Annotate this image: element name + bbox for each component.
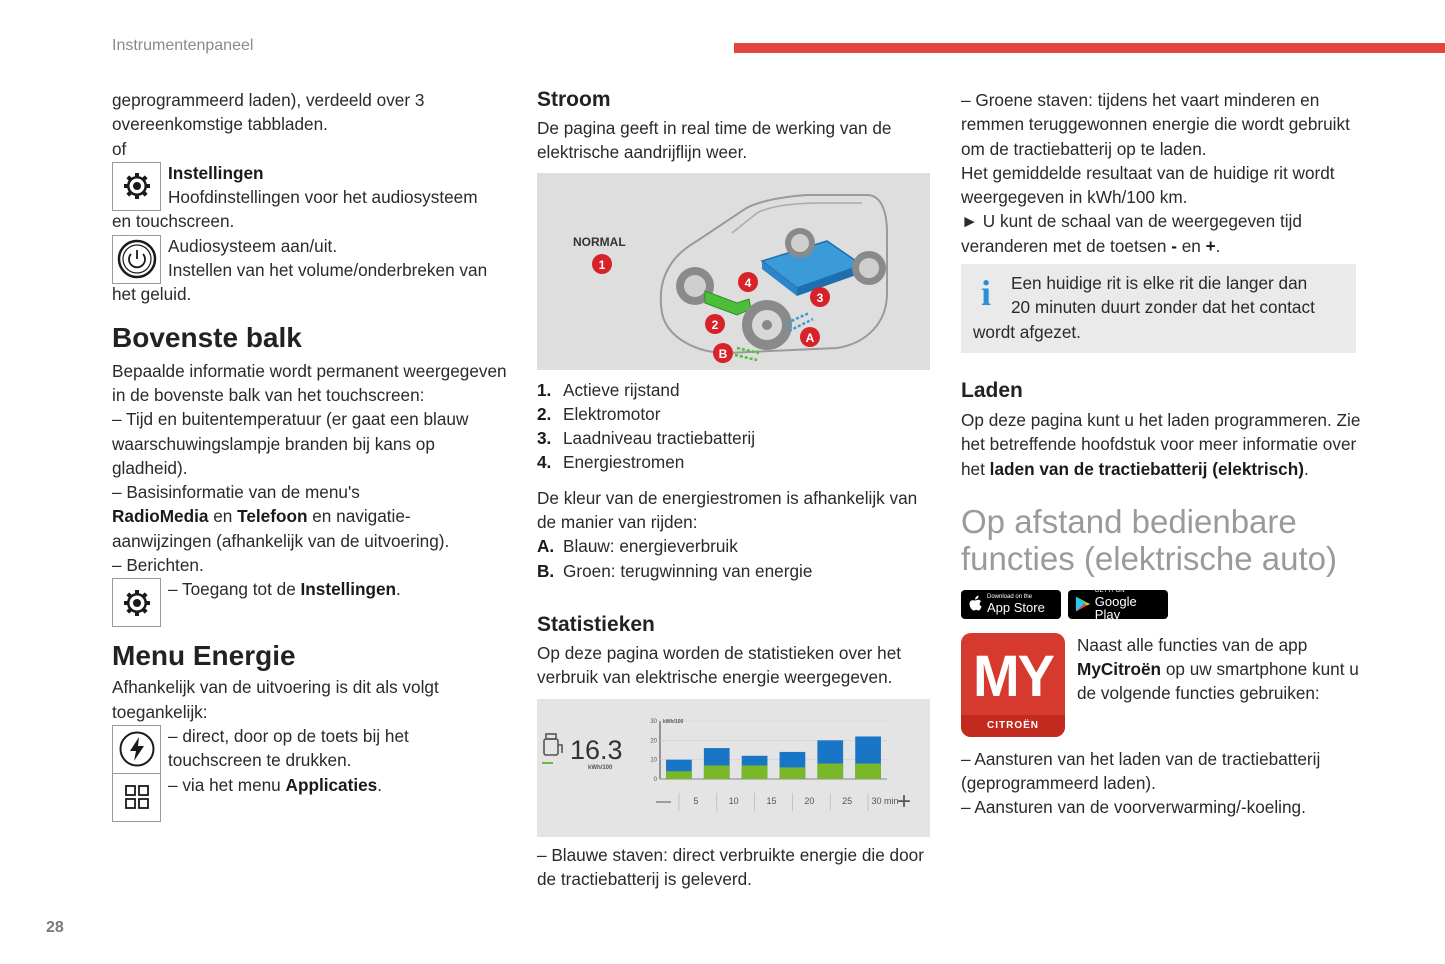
or-text: of (112, 138, 127, 159)
green-bar (817, 763, 843, 778)
y-tick-label: 20 (650, 737, 657, 744)
scale-text: ► U kunt de schaal van de weergegeven tijd veranderen met de toetsen (961, 211, 1302, 256)
lettered-list (537, 534, 932, 583)
energy-item-2c: . (377, 774, 383, 795)
google-play-big: Google Play (1094, 593, 1137, 622)
front-wheel-front (742, 300, 792, 350)
chart-plot-area (650, 719, 898, 811)
powertrain-figure (537, 173, 930, 370)
app-store-small: Download on the (987, 594, 1033, 601)
callout-b-label: B (718, 346, 728, 361)
green-bar (855, 763, 881, 778)
powertrain-illustration (537, 173, 930, 370)
green-bar (666, 771, 692, 779)
callout-4-label: 4 (744, 275, 752, 290)
x-tick-label: 20 (804, 795, 815, 806)
page-number: 28 (46, 919, 64, 936)
stats-unit: kWh/100 (588, 764, 613, 771)
y-tick-label: 30 (650, 718, 657, 725)
topbar-item-2c: aanwijzingen (afhankelijk van de uitvoering). (112, 530, 450, 551)
topbar-paragraph: Bepaalde informatie wordt permanent weergegeven in de bovenste balk van het touchscreen: (112, 360, 507, 405)
normal-mode-label: NORMAL (573, 234, 626, 249)
rear-wheel-back (785, 228, 815, 258)
green-bars-text: – Groene staven: tijdens het vaart minderen en remmen teruggewonnen energie die wordt gebruikt om de tractiebatterij op te laden. (961, 90, 1350, 159)
average-text: Het gemiddelde resultaat van de huidige rit wordt weergegeven in kWh/100 km. (961, 162, 1335, 208)
numbered-list (537, 378, 932, 475)
store-badges (961, 587, 1361, 622)
topbar-settings-entry (112, 577, 512, 627)
x-tick-label: 5 (693, 795, 699, 806)
statistics-chart (537, 699, 930, 837)
apple-icon (967, 595, 983, 613)
callout-a-label: A (805, 330, 815, 345)
y-tick-label: 10 (650, 757, 657, 764)
my-logo-text: MY (973, 642, 1053, 709)
telefoon-bold: Telefoon (237, 506, 308, 527)
statistieken-title: Statistieken (537, 612, 655, 636)
x-tick-label: 30 min (871, 795, 899, 806)
scale-minus: - (1171, 235, 1177, 256)
color-paragraph: De kleur van de energiestromen is afhankelijk van de manier van rijden: (537, 487, 918, 533)
rear-wheel-front (852, 251, 886, 285)
green-motor (705, 291, 751, 315)
stroom-title: Stroom (537, 88, 611, 111)
radiomedia-bold: RadioMedia (112, 506, 209, 527)
topbar-item-2-rest: en navigatie- (307, 506, 411, 527)
scale-end: . (1215, 235, 1221, 256)
column-2 (537, 88, 932, 891)
scale-plus: + (1205, 235, 1216, 256)
blue-bars-text: – Blauwe staven: direct verbruikte energie die door de tractiebatterij is geleverd. (537, 844, 924, 889)
topbar-item-3: – Berichten. (112, 555, 204, 576)
info-text-3: wordt afgezet. (973, 321, 1081, 342)
intro-line-2: overeenkomstige tabbladen. (112, 114, 328, 135)
google-play-badge[interactable] (1068, 587, 1168, 622)
column-1 (112, 88, 512, 823)
remote-item-2: – Aansturen van de voorverwarming/-koeling. (961, 797, 1306, 818)
app-store-big: App Store (987, 600, 1045, 616)
section-header: Instrumentenpaneel (112, 37, 254, 54)
remote-functions-title: Op afstand bedienbare functies (elektrische auto) (961, 502, 1338, 577)
accent-bar (734, 43, 1445, 53)
instellingen-bold: Instellingen (300, 579, 397, 600)
settings-desc-2: en touchscreen. (112, 211, 235, 232)
list-item: A. Blauw: energieverbruik (537, 536, 738, 557)
topbar-item-2a: – Basisinformatie van de menu's (112, 482, 360, 503)
callout-3-label: 3 (816, 290, 824, 305)
charge-station-icon (544, 734, 562, 755)
green-bar (704, 765, 730, 779)
info-text-1: Een huidige rit is elke rit die langer dan (1011, 273, 1308, 294)
power-line-3: het geluid. (112, 284, 192, 305)
power-line-1: Audiosysteem aan/uit. (168, 235, 338, 256)
remote-item-1: – Aansturen van het laden van de tractiebatterij (geprogrammeerd laden). (961, 748, 1321, 794)
settings-desc-1: Hoofdinstellingen voor het audiosysteem (168, 187, 478, 208)
list-item: 2. Elektromotor (537, 403, 661, 424)
my-logo-brand: CITROËN (961, 715, 1065, 737)
power-icon (112, 235, 161, 284)
apps-grid-icon (112, 773, 161, 822)
x-tick-label: 25 (842, 795, 853, 806)
energy-apps-entry (112, 773, 512, 823)
gear-icon (112, 162, 161, 211)
energy-item-2a: – via het menu (168, 774, 286, 795)
google-play-icon (1074, 595, 1091, 613)
info-text-2: 20 minuten duurt zonder dat het contact (1011, 297, 1315, 318)
green-bar (742, 765, 768, 779)
plus-button: + (897, 787, 912, 815)
applicaties-bold: Applicaties (285, 774, 378, 795)
list-item: 3. Laadniveau tractiebatterij (537, 428, 756, 449)
callout-2-label: 2 (711, 317, 719, 332)
energy-item-1b: touchscreen te drukken. (168, 750, 352, 771)
energy-menu-title: Menu Energie (112, 640, 296, 672)
list-item: 4. Energiestromen (537, 452, 685, 473)
energy-item-1a: – direct, door op de toets bij het (168, 725, 409, 746)
app-text-c: op uw smartphone kunt u de volgende functies gebruiken: (1077, 659, 1359, 704)
callout-1-label: 1 (598, 257, 606, 272)
laden-bold: laden van de tractiebatterij (elektrisch) (989, 458, 1304, 479)
settings-title: Instellingen (168, 162, 264, 183)
stats-value: 16.3 (570, 734, 623, 765)
x-tick-label: 10 (728, 795, 739, 806)
topbar-item-2-and: en (208, 506, 238, 527)
topbar-item-1: – Tijd en buitentemperatuur (er gaat een blauw waarschuwingslampje branden bij kans op gladheid). (112, 409, 469, 478)
energy-direct-entry (112, 724, 512, 773)
y-tick-label: 0 (653, 776, 657, 783)
column-3 (961, 88, 1361, 820)
laden-text: Op deze pagina kunt u het laden programmeren. Zie het betreffende hoofdstuk voor meer informatie over het (961, 409, 1361, 479)
mycitroen-bold: MyCitroën (1077, 659, 1162, 680)
x-tick-label: 15 (766, 795, 777, 806)
lightning-icon (112, 725, 161, 774)
mycitroen-entry (961, 633, 1361, 737)
google-play-small: GET IT ON (1094, 587, 1125, 594)
intro-line-1: geprogrammeerd laden), verdeeld over 3 (112, 90, 425, 110)
energy-paragraph: Afhankelijk van de uitvoering is dit als volgt toegankelijk: (112, 677, 439, 722)
topbar-item-4c: . (396, 579, 401, 600)
settings-entry (112, 161, 512, 210)
info-icon: i (981, 273, 992, 314)
statistieken-paragraph: Op deze pagina worden de statistieken over het verbruik van elektrische energie weergegeven. (537, 642, 902, 688)
green-bar (780, 767, 806, 779)
scale-mid: en (1176, 235, 1206, 256)
topbar-item-4a: – Toegang tot de (168, 579, 301, 600)
info-box (961, 264, 1356, 353)
mycitroen-app-icon (961, 633, 1065, 737)
power-line-2: Instellen van het volume/onderbreken van (168, 260, 488, 281)
y-axis-label: kWh/100 (663, 718, 684, 725)
minus-button: — (656, 792, 671, 810)
gear-icon (112, 578, 161, 627)
power-entry (112, 234, 512, 283)
app-text-a: Naast alle functies van de app (1077, 634, 1308, 655)
statistics-figure (537, 699, 930, 837)
stroom-paragraph: De pagina geeft in real time de werking van de elektrische aandrijflijn weer. (537, 118, 892, 163)
laden-title: Laden (961, 378, 1023, 402)
topbar-title: Bovenste balk (112, 321, 302, 353)
app-store-badge[interactable] (961, 590, 1061, 619)
laden-end: . (1303, 458, 1309, 479)
list-item: B. Groen: terugwinning van energie (537, 560, 813, 581)
list-item: 1. Actieve rijstand (537, 379, 680, 400)
